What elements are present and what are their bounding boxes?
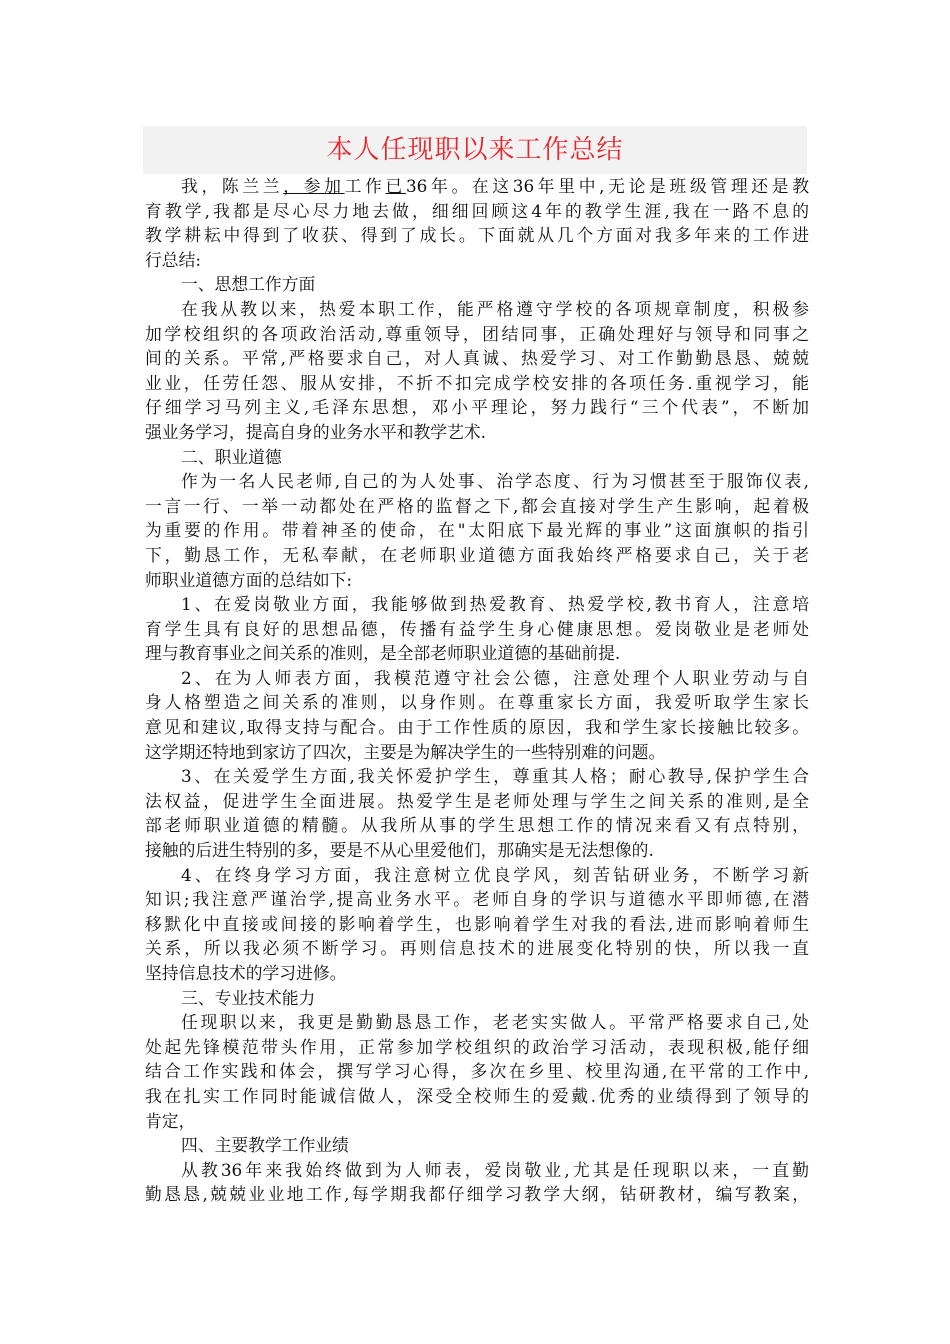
text-line: 勤恳恳,兢兢业业地工作,每学期我都仔细学习教学大纲，钻研教材，编写教案， — [145, 1184, 809, 1205]
text-line: 2、在为人师表方面，我模范遵守社会公德，注意处理个人职业劳动与自 — [181, 667, 809, 688]
text-line: 仔细学习马列主义,毛泽东思想，邓小平理论，努力践行“三个代表”，不断加 — [145, 397, 809, 418]
text-line: 结合工作实践和体会，撰写学习心得，多次在乡里、校里沟通,在平常的工作中, — [145, 1061, 809, 1082]
text-line: 一言一行、一举一动都处在严格的监督之下,都会直接对学生产生影响，起着极 — [145, 495, 809, 516]
text-line: 业业，任劳任怨、服从安排，不折不扣完成学校安排的各项任务.重视学习，能 — [145, 372, 809, 393]
intro-text: 工作 — [344, 176, 386, 196]
text-line: 接触的后进生特别的多，要是不从心里爱他们，那确实是无法想像的. — [145, 840, 654, 861]
text-line: 作为一名人民老师,自己的为人处事、治学态度、行为习惯甚至于服饰仪表, — [181, 471, 809, 492]
section-heading: 四、主要教学工作业绩 — [181, 1135, 349, 1156]
text-line: 理与教育事业之间关系的准则，是全部老师职业道德的基础前提. — [145, 643, 621, 664]
text-line: 3、在关爱学生方面,我关怀爱护学生，尊重其人格；耐心教导,保护学生合 — [181, 766, 809, 787]
text-line: 意见和建议,取得支持与配合。由于工作性质的原因，我和学生家长接触比较多。 — [145, 717, 809, 738]
intro-text: 我，陈兰兰 — [181, 176, 284, 196]
text-line: 从教36年来我始终做到为人师表，爱岗敬业,尤其是任现职以来，一直勤 — [181, 1159, 809, 1180]
text-line: 身人格塑造之间关系的准则，以身作则。在尊重家长方面，我爱听取学生家长 — [145, 692, 809, 713]
document-body — [145, 174, 809, 1207]
text-line: 4、在终身学习方面，我注意树立优良学风，刻苦钻研业务，不断学习新 — [181, 864, 809, 885]
text-line: 法权益，促进学生全面进展。热爱学生是老师处理与学生之间关系的准则,是全 — [145, 790, 809, 811]
text-line: 这学期还特地到家访了四次，主要是为解决学生的一些特别难的问题。 — [145, 741, 666, 762]
text-line: 移默化中直接或间接的影响着学生，也影响着学生对我的看法,进而影响着师生 — [145, 913, 809, 934]
text-line: 在我从教以来，热爱本职工作，能严格遵守学校的各项规章制度，积极参 — [181, 298, 809, 319]
text-line: 育教学,我都是尽心尽力地去做，细细回顾这4年的教学生涯,我在一路不息的 — [145, 200, 809, 221]
text-line: 师职业道德方面的总结如下: — [145, 569, 353, 590]
text-line: 1、在爱岗敬业方面，我能够做到热爱教育、热爱学校,教书育人，注意培 — [181, 594, 809, 615]
underlined-text: 已 — [385, 176, 406, 196]
text-line: 坚持信息技术的学习进修。 — [145, 963, 347, 983]
text-line: 教学耕耘中得到了收获、得到了成长。下面就从几个方面对我多年来的工作进 — [145, 225, 809, 246]
underlined-text: ，参加 — [283, 176, 345, 196]
section-heading: 一、思想工作方面 — [181, 274, 316, 295]
text-line: 处起先锋模范带头作用，正常参加学校组织的政治学习活动，表现积极,能仔细 — [145, 1036, 809, 1057]
text-line: 育学生具有良好的思想品德，传播有益学生身心健康思想。爱岗敬业是老师处 — [145, 618, 809, 639]
intro-text: 36年。在这36年里中,无论是班级管理还是教 — [405, 176, 809, 196]
text-line: 肯定， — [145, 1110, 196, 1131]
text-line: 为重要的作用。带着神圣的使命，在"太阳底下最光辉的事业”这面旗帜的指引 — [145, 520, 809, 541]
text-line: 加学校组织的各项政治活动,尊重领导，团结同事，正确处理好与领导和同事之 — [145, 323, 809, 344]
section-heading: 二、职业道德 — [181, 446, 282, 467]
text-line: 下，勤恳工作，无私奉献，在老师职业道德方面我始终严格要求自己，关于老 — [145, 544, 809, 565]
text-line: 关系，所以我必须不断学习。再则信息技术的进展变化特别的快，所以我一直 — [145, 938, 809, 959]
text-line: 我在扎实工作同时能诚信做人，深受全校师生的爱戴.优秀的业绩得到了领导的 — [145, 1085, 809, 1106]
text-line: 部老师职业道德的精髓。从我所从事的学生思想工作的情况来看又有点特别， — [145, 815, 809, 836]
text-line: 强业务学习，提高自身的业务水平和教学艺术. — [145, 421, 486, 442]
text-line: 任现职以来，我更是勤勤恳恳工作，老老实实做人。平常严格要求自己,处 — [181, 1012, 809, 1033]
intro-line — [145, 174, 809, 199]
text-line: 行总结: — [145, 249, 201, 270]
text-line: 间的关系。平常,严格要求自己，对人真诚、热爱学习、对工作勤勤恳恳、兢兢 — [145, 348, 809, 369]
section-heading: 三、专业技术能力 — [181, 987, 316, 1008]
document-title: 本人任现职以来工作总结 — [326, 135, 624, 165]
text-line: 知识;我注意严谨治学,提高业务水平。老师自身的学识与道德水平即师德,在潜 — [145, 889, 809, 910]
